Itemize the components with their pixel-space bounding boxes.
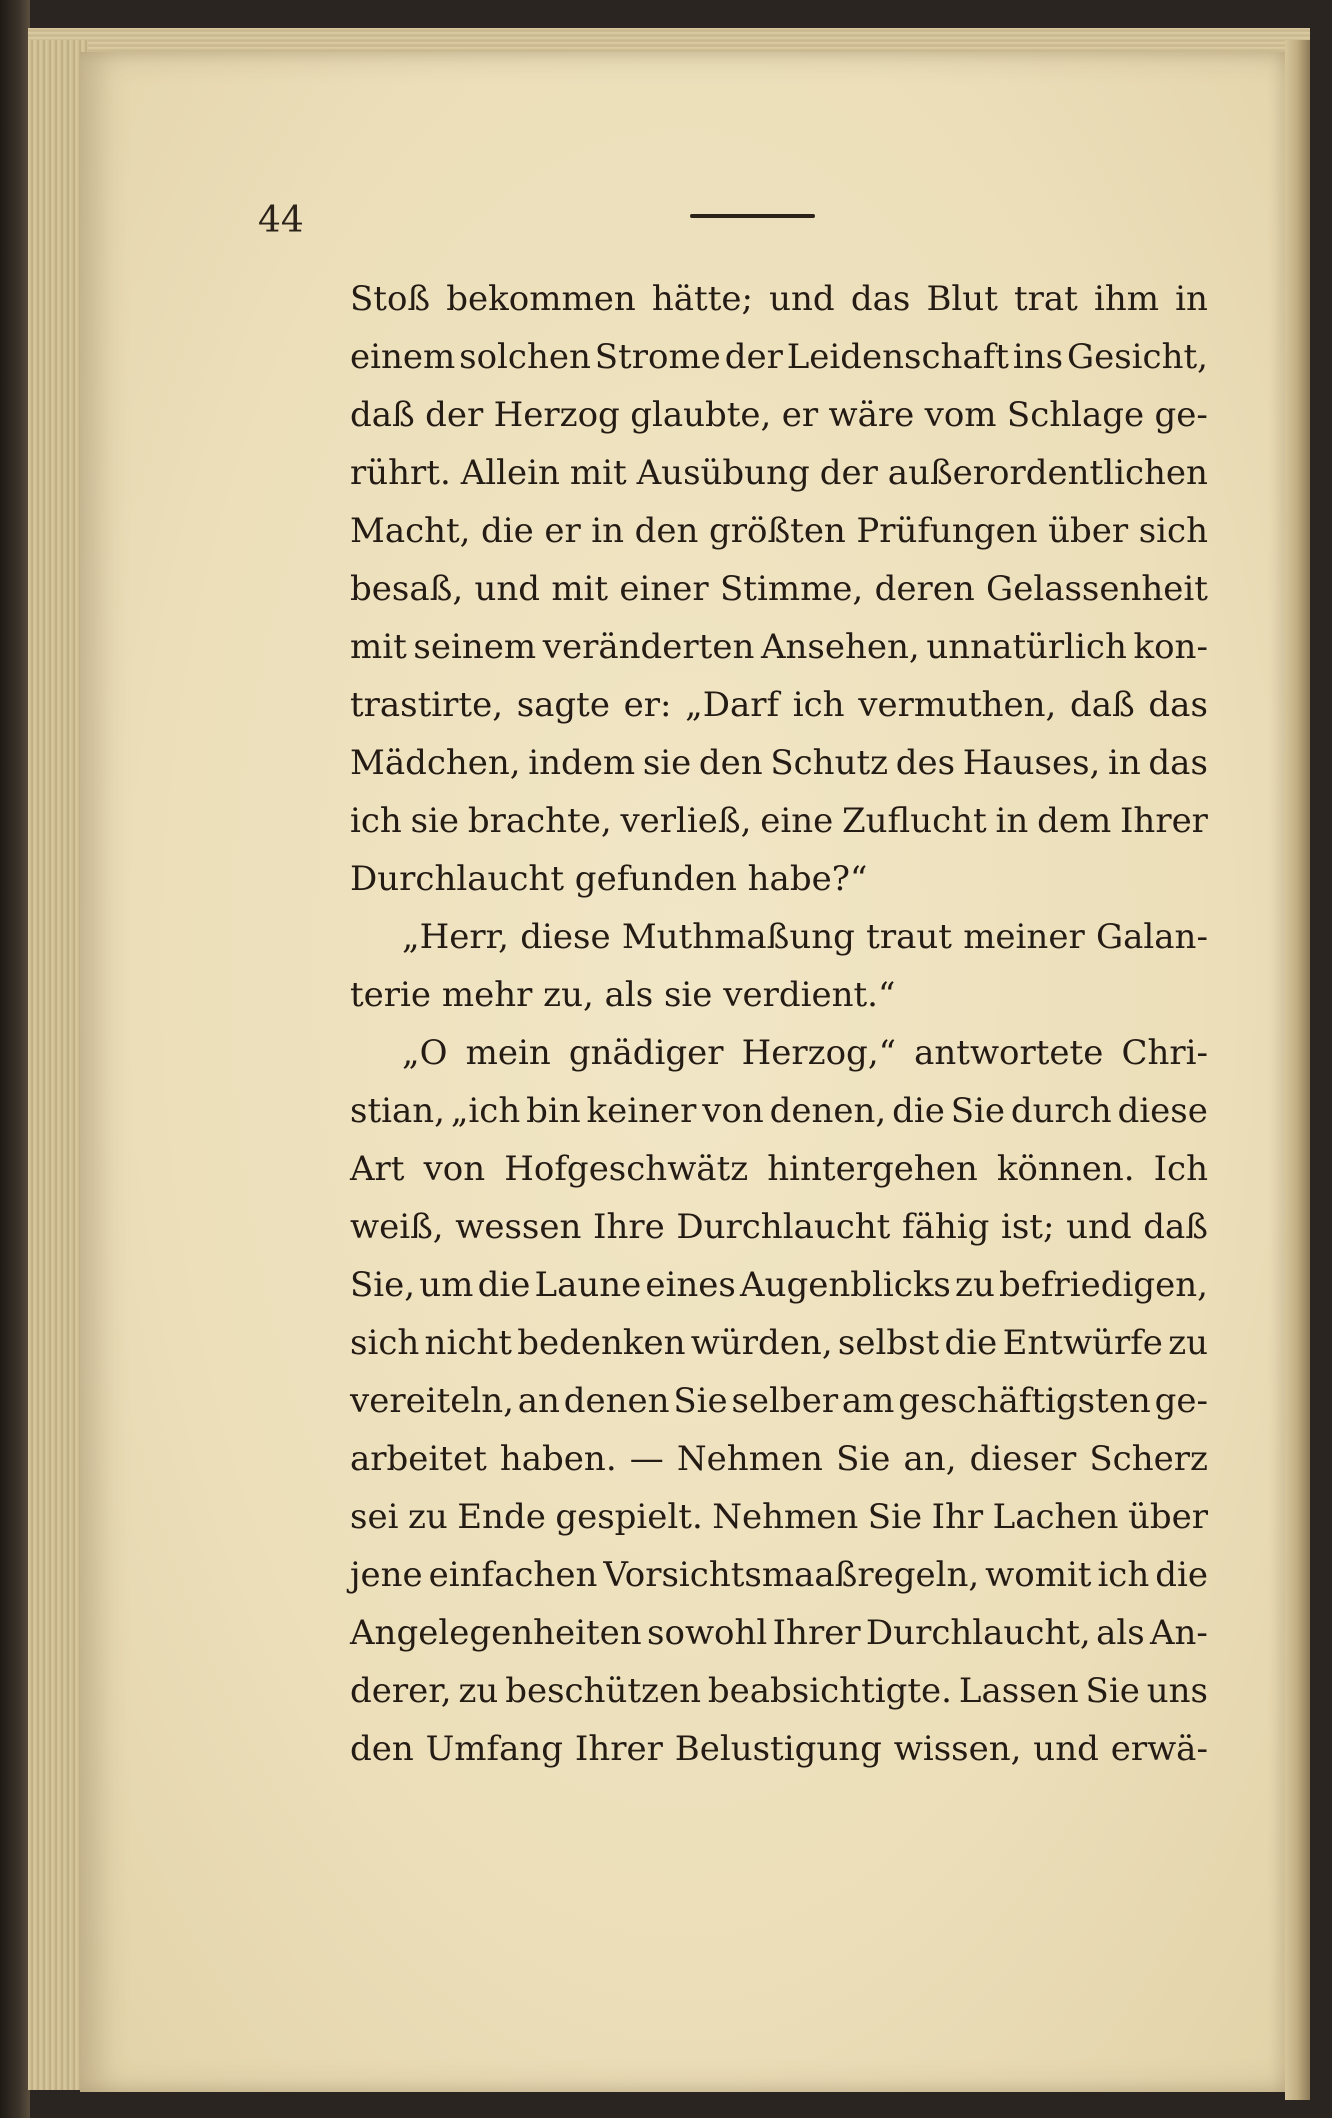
text-line: ich sie brachte, verließ, eine Zuflucht in dem Ihrer (350, 801, 1208, 841)
page-right-edge (1285, 40, 1310, 2100)
text-line: stian, „ich bin keiner von denen, die Sie durch diese (350, 1091, 1208, 1131)
text-line: Macht, die er in den größten Prüfungen über sich (350, 511, 1208, 551)
text-line: sich nicht bedenken würden, selbst die Entwürfe zu (350, 1323, 1208, 1363)
text-line: Mädchen, indem sie den Schutz des Hauses, in das (350, 743, 1208, 783)
text-line: arbeitet haben. — Nehmen Sie an, dieser Scherz (350, 1439, 1208, 1479)
text-line: jene einfachen Vorsichtsmaaßregeln, womit ich die (350, 1555, 1208, 1595)
book-binding (0, 0, 30, 2118)
text-line: vereiteln, an denen Sie selber am geschäftigsten ge- (350, 1381, 1208, 1421)
text-line: Durchlaucht gefunden habe?“ (350, 859, 868, 899)
header-rule (690, 214, 815, 218)
text-line: weiß, wessen Ihre Durchlaucht fähig ist; und daß (350, 1207, 1208, 1247)
text-line: derer, zu beschützen beabsichtigte. Lassen Sie uns (350, 1671, 1208, 1711)
body-text (350, 270, 1208, 1778)
page-number: 44 (258, 200, 304, 241)
text-line: sei zu Ende gespielt. Nehmen Sie Ihr Lachen über (350, 1497, 1208, 1537)
text-line: den Umfang Ihrer Belustigung wissen, und erwä- (350, 1729, 1208, 1769)
text-line: Angelegenheiten sowohl Ihrer Durchlaucht, als An- (350, 1613, 1208, 1653)
text-line: Stoß bekommen hätte; und das Blut trat ihm in (350, 279, 1208, 319)
text-line: besaß, und mit einer Stimme, deren Gelassenheit (350, 569, 1208, 609)
text-line: mit seinem veränderten Ansehen, unnatürlich kon- (350, 627, 1208, 667)
page-stack-left-edge (28, 40, 88, 2090)
text-line: terie mehr zu, als sie verdient.“ (350, 975, 896, 1015)
text-line: „Herr, diese Muthmaßung traut meiner Galan- (402, 917, 1208, 957)
text-line: trastirte, sagte er: „Darf ich vermuthen, daß das (350, 685, 1208, 725)
text-line: Art von Hofgeschwätz hintergehen können. Ich (350, 1149, 1208, 1189)
text-line: „O mein gnädiger Herzog,“ antwortete Chri- (402, 1033, 1208, 1073)
text-line: rührt. Allein mit Ausübung der außerordentlichen (350, 453, 1208, 493)
text-line: Sie, um die Laune eines Augenblicks zu befriedigen, (350, 1265, 1208, 1305)
text-line: einem solchen Strome der Leidenschaft ins Gesicht, (350, 337, 1208, 377)
text-line: daß der Herzog glaubte, er wäre vom Schlage ge- (350, 395, 1208, 435)
